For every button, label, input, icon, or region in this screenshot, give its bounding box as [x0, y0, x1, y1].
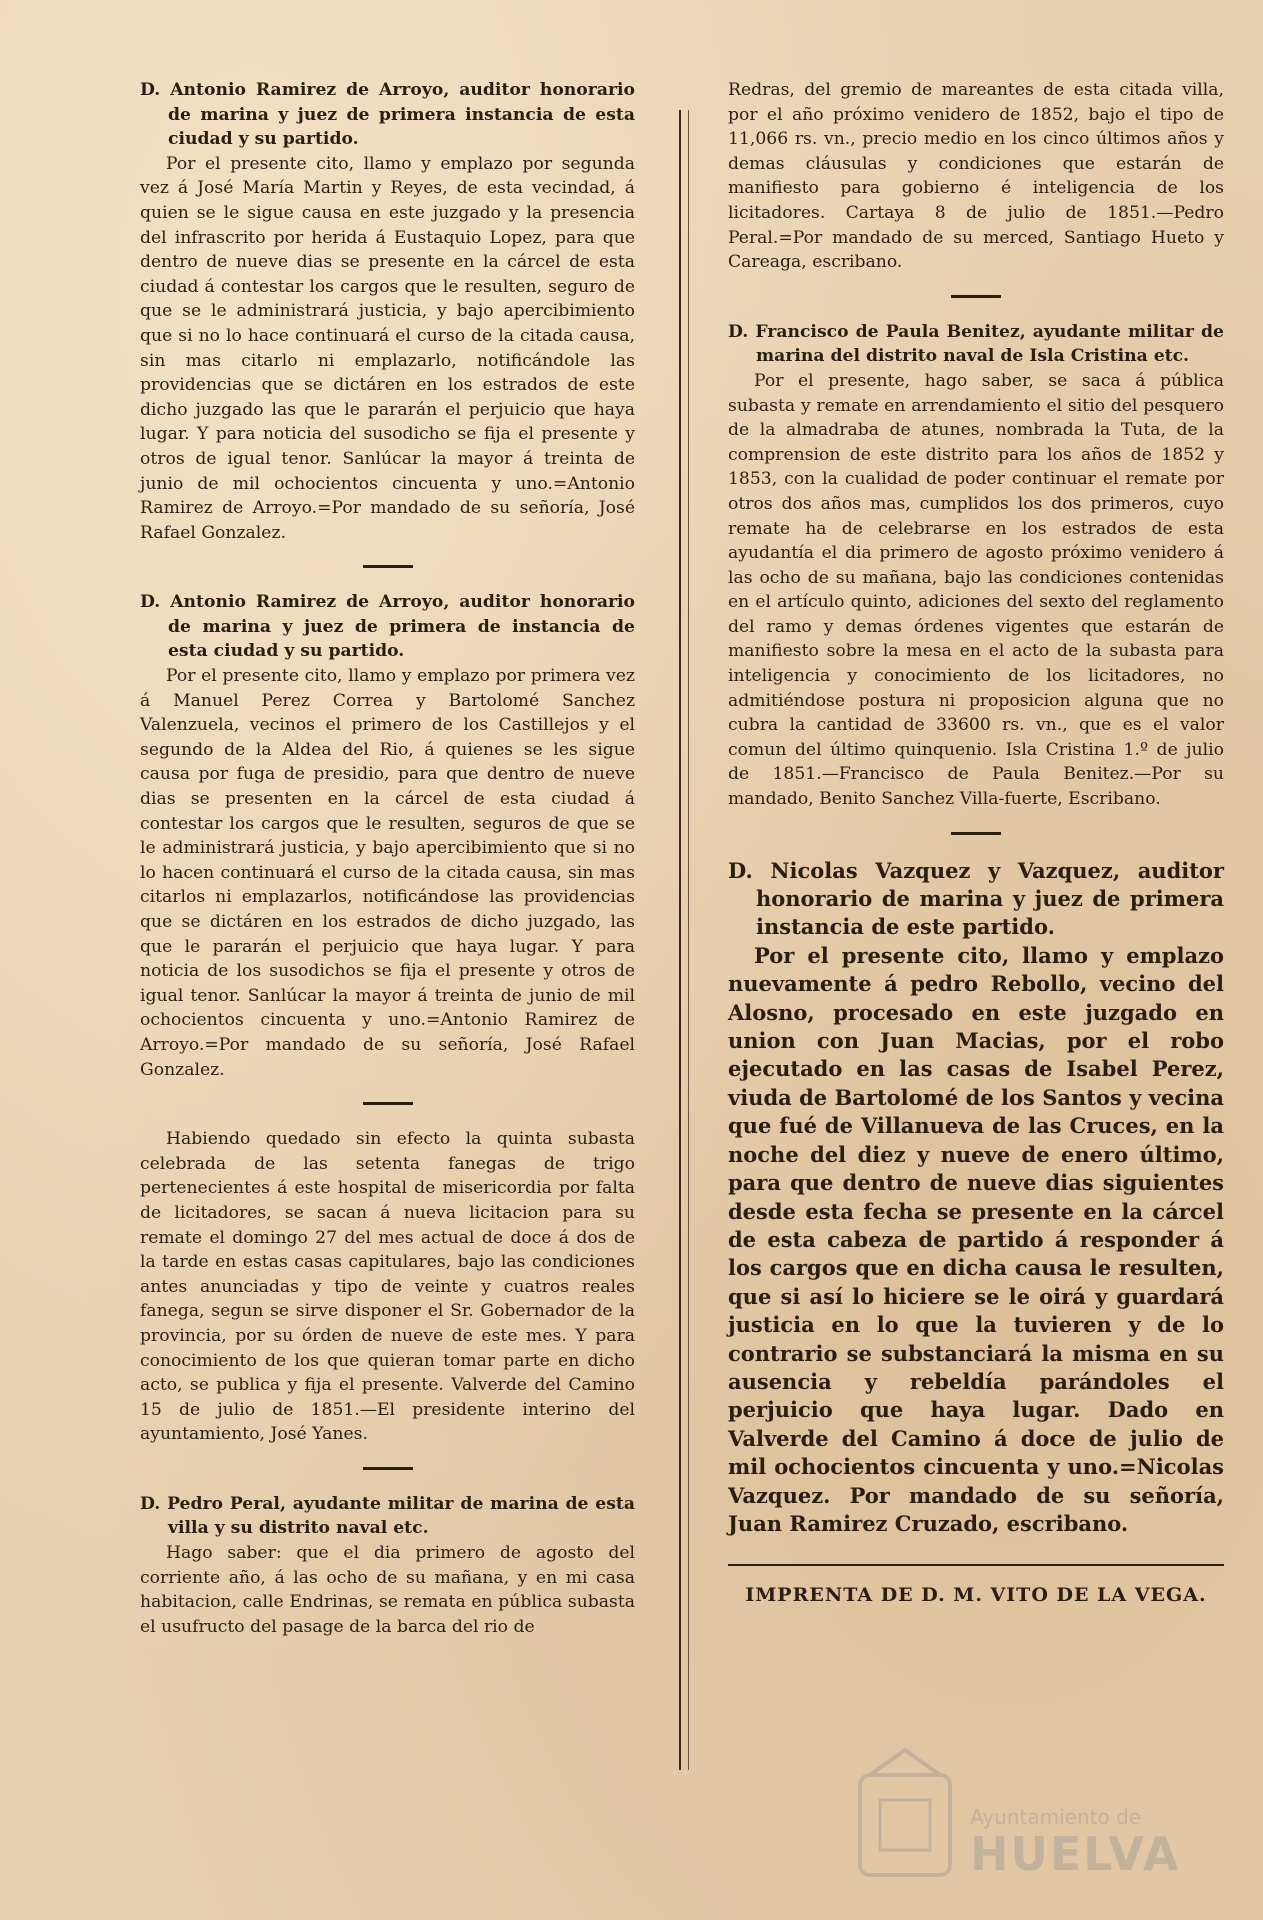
section-separator	[363, 565, 413, 568]
notice-body: Habiendo quedado sin efecto la quinta subasta celebrada de las setenta fanegas de trigo pertenecientes á este hospital de misericordia por falta de licitadores, se sacan á nueva licitacion para su remate el domingo 27 del mes actual de doce á dos de la tarde en estas casas capitulares, bajo las condiciones antes anunciadas y tipo de veinte y cuatros reales fanega, segun se sirve disponer el Sr. Gobernador de la provincia, por su órden de nueve de este mes. Y para conocimiento de los que quieran tomar parte en dicho acto, se publica y fija el presente. Valverde del Camino 15 de julio de 1851.—El presidente interino del ayuntamiento, José Yanes.	[140, 1129, 635, 1445]
notice-ferry-auction	[140, 1492, 635, 1640]
notice-heading: D. Francisco de Paula Benitez, ayudante militar de marina del distrito naval de Isla Cristina etc.	[728, 321, 1224, 367]
section-separator	[363, 1467, 413, 1470]
watermark-line2: HUELVA	[970, 1827, 1181, 1881]
notice-body: Hago saber: que el dia primero de agosto del corriente año, á las ocho de su mañana, y en mi casa habitacion, calle Endrinas, se remata en pública subasta el usufructo del pasage de la barca del rio de	[140, 1543, 635, 1637]
column-rule	[679, 110, 681, 1770]
notice-ferry-auction-continued	[728, 78, 1224, 275]
watermark-line1: Ayuntamiento de	[970, 1805, 1142, 1829]
right-column	[728, 78, 1224, 1606]
notice-wheat-auction	[140, 1127, 635, 1447]
notice-heading: D. Nicolas Vazquez y Vazquez, auditor honorario de marina y juez de primera instancia de este partido.	[728, 857, 1224, 940]
notice-heading: D. Antonio Ramirez de Arroyo, auditor honorario de marina y juez de primera instancia de esta ciudad y su partido.	[140, 80, 635, 150]
notice-body: Por el presente cito, llamo y emplazo por segunda vez á José María Martin y Reyes, de esta vecindad, á quien se le sigue causa en este juzgado y la presencia del infrascrito por herida á Eustaquio Lopez, para que dentro de nueve dias se presente en la cárcel de esta ciudad á contestar los cargos que le resulten, seguro de que se le administrará justicia, y bajo apercibimiento que si no lo hace continuará el curso de la citada causa, sin mas citarlo ni emplazarlo, notificándole las providencias que se dictáren en los estrados de este dicho juzgado las que le pararán el perjuicio que haya lugar. Y para noticia del susodicho se fija el presente y otros de igual tenor. Sanlúcar la mayor á treinta de junio de mil ochocientos cincuenta y uno.=Antonio Ramirez de Arroyo.=Por mandado de su señoría, José Rafael Gonzalez.	[140, 153, 635, 543]
notice-body: Por el presente cito, llamo y emplazo nuevamente á pedro Rebollo, vecino del Alosno, procesado en este juzgado en union con Juan Macias, por el robo ejecutado en las casas de Isabel Perez, viuda de Bartolomé de los Santos y vecina que fué de Villanueva de las Cruces, en la noche del diez y nueve de enero último, para que dentro de nueve dias siguientes desde esta fecha se presente en la cárcel de esta cabeza de partido á responder á los cargos que en dicha causa le resulten, que si así lo hiciere se le oirá y guardará justicia en lo que la tuvieren y de lo contrario se substanciará la misma en su ausencia y rebeldía parándoles el perjuicio que haya lugar. Dado en Valverde del Camino á doce de julio de mil ochocientos cincuenta y uno.=Nicolas Vazquez. Por mandado de su señoría, Juan Ramirez Cruzado, escribano.	[728, 942, 1224, 1536]
section-separator	[951, 832, 1001, 835]
imprint-rule	[728, 1564, 1224, 1566]
coat-of-arms-icon	[850, 1745, 960, 1885]
section-separator	[951, 295, 1001, 298]
notice-body: Por el presente, hago saber, se saca á pública subasta y remate en arrendamiento el sitio del pesquero de la almadraba de atunes, nombrada la Tuta, de la comprension de este distrito para los años de 1852 y 1853, con la cualidad de poder continuar el remate por otros dos años mas, cumplidos los dos primeros, cuyo remate ha de celebrarse en los estrados de esta ayudantía el dia primero de agosto próximo venidero á las ocho de su mañana, bajo las condiciones contenidas en el artículo quinto, adiciones del sexto del reglamento del ramo y demas órdenes vigentes que estarán de manifiesto sobre la mesa en el acto de la subasta para inteligencia y conocimiento de los licitadores, no admitiéndose postura ni proposicion alguna que no cubra la cantidad de 33600 rs. vn., que es el valor comun del último quinquenio. Isla Cristina 1.º de julio de 1851.—Francisco de Paula Benitez.—Por su mandado, Benito Sanchez Villa-fuerte, Escribano.	[728, 370, 1224, 810]
notice-heading: D. Antonio Ramirez de Arroyo, auditor honorario de marina y juez de primera de instancia de esta ciudad y su partido.	[140, 592, 635, 662]
printer-imprint: IMPRENTA DE D. M. VITO DE LA VEGA.	[745, 1584, 1207, 1607]
notice-heading: D. Pedro Peral, ayudante militar de marina de esta villa y su distrito naval etc.	[140, 1493, 635, 1539]
section-separator	[363, 1102, 413, 1105]
notice-summons-rebollo	[728, 857, 1224, 1539]
column-rule-thin	[688, 110, 689, 1770]
archive-watermark	[850, 1745, 1180, 1895]
notice-body: Redras, del gremio de mareantes de esta citada villa, por el año próximo venidero de 1852, bajo el tipo de 11,066 rs. vn., precio medio en los cinco últimos años y demas cláusulas y condiciones que estarán de manifiesto para gobierno é inteligencia de los licitadores. Cartaya 8 de julio de 1851.—Pedro Peral.=Por mandado de su merced, Santiago Hueto y Careaga, escribano.	[728, 80, 1224, 273]
notice-almadraba-auction	[728, 320, 1224, 812]
notice-body: Por el presente cito, llamo y emplazo por primera vez á Manuel Perez Correa y Bartolomé Sanchez Valenzuela, vecinos el primero de los Castillejos y el segundo de la Aldea del Rio, á quienes se les sigue causa por fuga de presidio, para que dentro de nueve dias se presenten en la cárcel de esta ciudad á contestar los cargos que le resulten, seguros de que se le administrará justicia, y bajo apercibimiento que si no lo hacen continuará el curso de la citada causa, sin mas citarlos ni emplazarlos, notificándose las providencias que se dictáren en los estrados de dicho juzgado, las que le pararán el perjuicio que haya lugar. Y para noticia de los susodichos se fija el presente y otros de igual tenor. Sanlúcar la mayor á treinta de junio de mil ochocientos cincuenta y uno.=Antonio Ramirez de Arroyo.=Por mandado de su señoría, José Rafael Gonzalez.	[140, 666, 635, 1080]
notice-summons-martin	[140, 78, 635, 545]
left-column	[140, 78, 635, 1639]
notice-summons-perez-sanchez	[140, 590, 635, 1082]
